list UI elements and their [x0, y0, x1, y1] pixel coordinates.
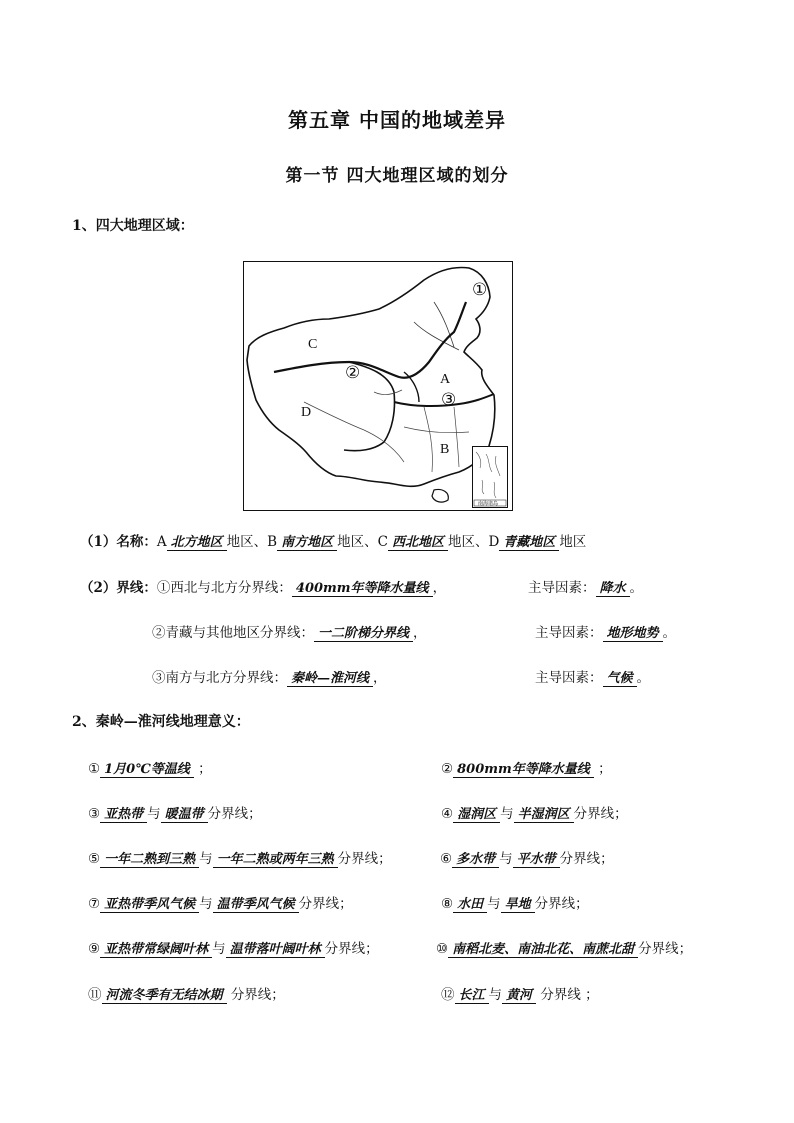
- border-row-1: [80, 576, 446, 597]
- item-tail-3: 分界线；: [207, 806, 262, 822]
- item-num-9: ⑨: [88, 941, 101, 957]
- item-tail-2: ；: [598, 761, 612, 777]
- item-num-8: ⑧: [441, 896, 454, 912]
- item-b-4: 半湿润区: [514, 803, 574, 823]
- factor-row-3: [535, 666, 650, 687]
- page-subtitle: 第一节 四大地理区域的划分: [285, 166, 509, 186]
- item-mid-9: 与: [212, 941, 226, 957]
- border-answer-2: 一二阶梯分界线: [314, 622, 413, 642]
- item-a-2: 800mm年等降水量线: [453, 758, 594, 778]
- border-answer-3: 秦岭—淮河线: [287, 667, 373, 687]
- item-a-4: 湿润区: [453, 803, 500, 823]
- item-mid-7: 与: [199, 896, 213, 912]
- map-label-3: ③: [441, 390, 457, 409]
- border-row-3: [152, 666, 387, 687]
- item-num-6: ⑥: [440, 851, 453, 867]
- item-num-4: ④: [441, 806, 454, 822]
- border-text-1: ①西北与北方分界线：: [156, 580, 292, 596]
- item-mid-3: 与: [147, 806, 161, 822]
- significance-item-4: [441, 802, 628, 823]
- significance-item-12: [441, 983, 599, 1004]
- item-a-8: 水田: [453, 893, 487, 913]
- border-sep-3: ，: [373, 670, 387, 686]
- item-b-3: 暖温带: [161, 803, 208, 823]
- answer-south-region: 南方地区: [277, 531, 337, 551]
- china-regions-map: [243, 261, 513, 511]
- significance-item-7: [88, 892, 353, 913]
- item-b-5: 一年二熟或两年三熟: [213, 848, 338, 868]
- border-text-2: ②青藏与其他地区分界线：: [152, 625, 314, 641]
- item-b-9: 温带落叶阔叶林: [226, 938, 325, 958]
- map-label-1: ①: [472, 280, 488, 299]
- names-letter-b: B: [267, 534, 278, 550]
- significance-item-8: [441, 892, 589, 913]
- significance-item-2: [441, 757, 612, 778]
- item-mid-4: 与: [500, 806, 514, 822]
- item-mid-12: 与: [488, 987, 503, 1003]
- border-row-2: [152, 621, 427, 642]
- item-a-7: 亚热带季风气候: [100, 893, 199, 913]
- factor-label-2: 主导因素：: [535, 625, 603, 641]
- factor-end-3: 。: [636, 670, 651, 686]
- item-tail-5: 分界线；: [337, 851, 392, 867]
- item-a-9: 亚热带常绿阔叶林: [100, 938, 212, 958]
- item-a-3: 亚热带: [100, 803, 147, 823]
- significance-item-5: [88, 847, 392, 868]
- item-tail-4: 分界线；: [573, 806, 628, 822]
- item-b-6: 平水带: [513, 848, 560, 868]
- item-num-5: ⑤: [88, 851, 101, 867]
- factor-label-1: 主导因素：: [528, 580, 596, 596]
- answer-north-region: 北方地区: [167, 531, 227, 551]
- names-suffix-b: 地区、: [337, 534, 378, 550]
- significance-item-1: [88, 757, 212, 778]
- map-label-a: A: [440, 372, 451, 387]
- borders-prefix: （2）界线：: [80, 580, 157, 596]
- item-a-5: 一年二熟到三熟: [100, 848, 199, 868]
- item-tail-8: 分界线；: [534, 896, 589, 912]
- names-prefix: （1）名称：: [80, 534, 157, 550]
- factor-row-1: [528, 576, 643, 597]
- item-mid-8: 与: [487, 896, 501, 912]
- item-tail-1: ；: [198, 761, 212, 777]
- inset-caption: 南海诸岛: [478, 501, 499, 507]
- names-letter-a: A: [156, 534, 167, 550]
- significance-item-3: [88, 802, 262, 823]
- names-suffix-c: 地区、: [447, 534, 489, 550]
- item-num-1: ①: [88, 761, 101, 777]
- item-b-8: 旱地: [501, 893, 535, 913]
- section1-heading: 1、四大地理区域：: [72, 218, 194, 234]
- factor-answer-3: 气候: [603, 667, 637, 687]
- item-a-1: 1月0℃等温线: [100, 758, 194, 778]
- factor-label-3: 主导因素：: [535, 670, 603, 686]
- significance-item-11: [88, 983, 285, 1004]
- item-tail-6: 分界线；: [559, 851, 614, 867]
- item-a-12: 长江: [455, 984, 489, 1004]
- significance-item-9: [88, 937, 379, 958]
- factor-row-2: [535, 621, 676, 642]
- item-b-7: 温带季风气候: [213, 893, 299, 913]
- item-num-12: ⑫: [441, 987, 455, 1003]
- item-b-12: 黄河: [502, 984, 536, 1004]
- names-letter-c: C: [377, 534, 388, 550]
- item-num-3: ③: [88, 806, 101, 822]
- map-label-b: B: [440, 442, 450, 457]
- item-tail-7: 分界线；: [298, 896, 353, 912]
- factor-answer-1: 降水: [596, 577, 630, 597]
- item-num-7: ⑦: [88, 896, 101, 912]
- item-mid-6: 与: [499, 851, 513, 867]
- map-label-c: C: [308, 337, 318, 352]
- item-a-6: 多水带: [452, 848, 499, 868]
- significance-item-10: [436, 937, 692, 958]
- border-sep-2: ，: [413, 625, 427, 641]
- item-tail-10: 分界线；: [638, 941, 693, 957]
- factor-end-1: 。: [629, 580, 644, 596]
- factor-answer-2: 地形地势: [603, 622, 663, 642]
- significance-item-6: [440, 847, 614, 868]
- item-num-10: ⑩: [436, 941, 449, 957]
- border-text-3: ③南方与北方分界线：: [152, 670, 287, 686]
- item-mid-5: 与: [199, 851, 213, 867]
- item-num-11: ⑪: [88, 987, 102, 1003]
- item-a-11: 河流冬季有无结冰期: [102, 984, 227, 1004]
- names-letter-d: D: [488, 534, 500, 550]
- item-a-10: 南稻北麦、南油北花、南蔗北甜: [448, 938, 638, 958]
- border-answer-1: 400mm年等降水量线: [292, 577, 433, 597]
- names-suffix-a: 地区、: [226, 534, 268, 550]
- item-tail-9: 分界线；: [324, 941, 379, 957]
- item-num-2: ②: [441, 761, 454, 777]
- map-label-d: D: [301, 405, 312, 420]
- item-tail-12: 分界线 ；: [540, 987, 599, 1003]
- answer-northwest-region: 西北地区: [388, 531, 448, 551]
- factor-end-2: 。: [662, 625, 677, 641]
- names-suffix-d: 地区: [559, 534, 587, 550]
- section2-heading: 2、秦岭—淮河线地理意义：: [72, 714, 250, 730]
- page-title: 第五章 中国的地域差异: [288, 108, 506, 132]
- map-label-2: ②: [345, 363, 361, 382]
- names-row: [80, 530, 586, 551]
- border-sep-1: ，: [432, 580, 447, 596]
- answer-tibet-region: 青藏地区: [499, 531, 559, 551]
- south-china-sea-inset: [472, 446, 508, 508]
- item-tail-11: 分界线；: [230, 987, 285, 1003]
